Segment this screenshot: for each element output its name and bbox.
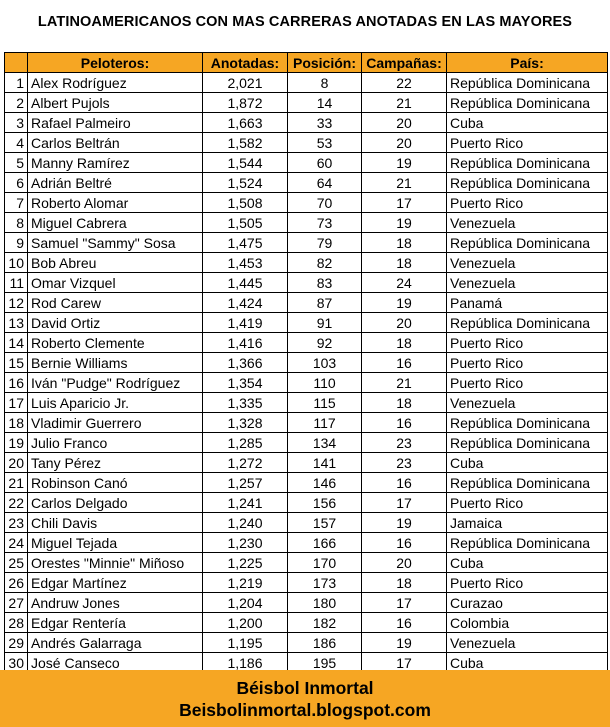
seasons-cell: 17	[362, 493, 447, 513]
table-row	[5, 493, 608, 513]
rank-cell: 25	[5, 553, 28, 573]
table-row	[5, 253, 608, 273]
page-title: LATINOAMERICANOS CON MAS CARRERAS ANOTADAS EN LAS MAYORES	[37, 14, 573, 30]
position-cell: 117	[288, 413, 362, 433]
player-cell: Carlos Delgado	[28, 493, 203, 513]
seasons-cell: 22	[362, 73, 447, 93]
country-cell: Puerto Rico	[447, 493, 608, 513]
seasons-cell: 18	[362, 573, 447, 593]
position-cell: 91	[288, 313, 362, 333]
rank-cell: 16	[5, 373, 28, 393]
country-cell: República Dominicana	[447, 153, 608, 173]
runs-cell: 1,230	[203, 533, 288, 553]
player-cell: Manny Ramírez	[28, 153, 203, 173]
table-row	[5, 593, 608, 613]
player-cell: Albert Pujols	[28, 93, 203, 113]
position-cell: 64	[288, 173, 362, 193]
table-row	[5, 433, 608, 453]
header-runs: Anotadas:	[203, 53, 288, 73]
country-cell: República Dominicana	[447, 533, 608, 553]
position-cell: 33	[288, 113, 362, 133]
rank-cell: 6	[5, 173, 28, 193]
rank-cell: 1	[5, 73, 28, 93]
rank-cell: 24	[5, 533, 28, 553]
table-row	[5, 73, 608, 93]
country-cell: Puerto Rico	[447, 193, 608, 213]
seasons-cell: 21	[362, 373, 447, 393]
table-row	[5, 413, 608, 433]
runs-cell: 1,225	[203, 553, 288, 573]
player-cell: Carlos Beltrán	[28, 133, 203, 153]
seasons-cell: 17	[362, 193, 447, 213]
rank-cell: 3	[5, 113, 28, 133]
position-cell: 60	[288, 153, 362, 173]
country-cell: Puerto Rico	[447, 373, 608, 393]
player-cell: Alex Rodríguez	[28, 73, 203, 93]
player-cell: Orestes "Minnie" Miñoso	[28, 553, 203, 573]
table-row	[5, 213, 608, 233]
rank-cell: 7	[5, 193, 28, 213]
seasons-cell: 19	[362, 513, 447, 533]
rank-cell: 19	[5, 433, 28, 453]
runs-cell: 1,186	[203, 653, 288, 673]
country-cell: Puerto Rico	[447, 573, 608, 593]
player-cell: Chili Davis	[28, 513, 203, 533]
player-cell: Samuel "Sammy" Sosa	[28, 233, 203, 253]
position-cell: 115	[288, 393, 362, 413]
table-row	[5, 273, 608, 293]
position-cell: 170	[288, 553, 362, 573]
runs-cell: 1,285	[203, 433, 288, 453]
leaders-table	[4, 52, 608, 673]
table-row	[5, 513, 608, 533]
position-cell: 79	[288, 233, 362, 253]
position-cell: 83	[288, 273, 362, 293]
rank-cell: 17	[5, 393, 28, 413]
position-cell: 146	[288, 473, 362, 493]
runs-cell: 1,195	[203, 633, 288, 653]
rank-cell: 5	[5, 153, 28, 173]
position-cell: 156	[288, 493, 362, 513]
runs-cell: 1,335	[203, 393, 288, 413]
rank-cell: 29	[5, 633, 28, 653]
runs-cell: 1,272	[203, 453, 288, 473]
runs-cell: 1,219	[203, 573, 288, 593]
table-row	[5, 393, 608, 413]
position-cell: 14	[288, 93, 362, 113]
player-cell: Bernie Williams	[28, 353, 203, 373]
runs-cell: 1,582	[203, 133, 288, 153]
seasons-cell: 16	[362, 473, 447, 493]
position-cell: 110	[288, 373, 362, 393]
header-seasons: Campañas:	[362, 53, 447, 73]
country-cell: Cuba	[447, 113, 608, 133]
rank-cell: 4	[5, 133, 28, 153]
footer-site-url: Beisbolinmortal.blogspot.com	[179, 700, 431, 720]
position-cell: 173	[288, 573, 362, 593]
table-row	[5, 573, 608, 593]
seasons-cell: 21	[362, 93, 447, 113]
runs-cell: 1,505	[203, 213, 288, 233]
country-cell: Venezuela	[447, 273, 608, 293]
rank-cell: 22	[5, 493, 28, 513]
table-row	[5, 633, 608, 653]
rank-cell: 11	[5, 273, 28, 293]
position-cell: 70	[288, 193, 362, 213]
rank-cell: 23	[5, 513, 28, 533]
country-cell: Puerto Rico	[447, 333, 608, 353]
table-row	[5, 133, 608, 153]
seasons-cell: 19	[362, 213, 447, 233]
player-cell: Iván "Pudge" Rodríguez	[28, 373, 203, 393]
country-cell: Venezuela	[447, 253, 608, 273]
runs-cell: 1,445	[203, 273, 288, 293]
seasons-cell: 19	[362, 293, 447, 313]
country-cell: Puerto Rico	[447, 353, 608, 373]
runs-cell: 1,453	[203, 253, 288, 273]
runs-cell: 1,663	[203, 113, 288, 133]
country-cell: Panamá	[447, 293, 608, 313]
seasons-cell: 24	[362, 273, 447, 293]
footer-site-name: Béisbol Inmortal	[236, 678, 374, 698]
seasons-cell: 20	[362, 313, 447, 333]
country-cell: Venezuela	[447, 393, 608, 413]
table-row	[5, 113, 608, 133]
runs-cell: 1,240	[203, 513, 288, 533]
seasons-cell: 19	[362, 153, 447, 173]
table-row	[5, 313, 608, 333]
seasons-cell: 20	[362, 553, 447, 573]
player-cell: Omar Vizquel	[28, 273, 203, 293]
seasons-cell: 18	[362, 333, 447, 353]
runs-cell: 1,200	[203, 613, 288, 633]
position-cell: 180	[288, 593, 362, 613]
country-cell: Cuba	[447, 453, 608, 473]
player-cell: Rod Carew	[28, 293, 203, 313]
seasons-cell: 17	[362, 653, 447, 673]
table-row	[5, 533, 608, 553]
table-row	[5, 173, 608, 193]
position-cell: 186	[288, 633, 362, 653]
position-cell: 92	[288, 333, 362, 353]
country-cell: Curazao	[447, 593, 608, 613]
player-cell: Miguel Cabrera	[28, 213, 203, 233]
seasons-cell: 20	[362, 113, 447, 133]
table-row	[5, 293, 608, 313]
table-row	[5, 93, 608, 113]
position-cell: 103	[288, 353, 362, 373]
player-cell: Adrián Beltré	[28, 173, 203, 193]
position-cell: 73	[288, 213, 362, 233]
runs-cell: 1,508	[203, 193, 288, 213]
country-cell: República Dominicana	[447, 413, 608, 433]
country-cell: Puerto Rico	[447, 133, 608, 153]
runs-cell: 1,241	[203, 493, 288, 513]
player-cell: Andruw Jones	[28, 593, 203, 613]
seasons-cell: 16	[362, 613, 447, 633]
player-cell: Luis Aparicio Jr.	[28, 393, 203, 413]
rank-cell: 15	[5, 353, 28, 373]
seasons-cell: 18	[362, 233, 447, 253]
position-cell: 157	[288, 513, 362, 533]
table-header-row	[5, 53, 608, 73]
position-cell: 134	[288, 433, 362, 453]
seasons-cell: 16	[362, 353, 447, 373]
seasons-cell: 18	[362, 393, 447, 413]
country-cell: República Dominicana	[447, 233, 608, 253]
seasons-cell: 21	[362, 173, 447, 193]
position-cell: 82	[288, 253, 362, 273]
rank-cell: 28	[5, 613, 28, 633]
country-cell: República Dominicana	[447, 473, 608, 493]
runs-cell: 1,366	[203, 353, 288, 373]
footer-banner	[0, 670, 610, 727]
player-cell: Rafael Palmeiro	[28, 113, 203, 133]
player-cell: Vladimir Guerrero	[28, 413, 203, 433]
seasons-cell: 16	[362, 533, 447, 553]
player-cell: Miguel Tejada	[28, 533, 203, 553]
country-cell: República Dominicana	[447, 73, 608, 93]
country-cell: Colombia	[447, 613, 608, 633]
position-cell: 141	[288, 453, 362, 473]
header-player: Peloteros:	[28, 53, 203, 73]
rank-cell: 20	[5, 453, 28, 473]
player-cell: Robinson Canó	[28, 473, 203, 493]
runs-cell: 1,544	[203, 153, 288, 173]
rank-cell: 18	[5, 413, 28, 433]
country-cell: Cuba	[447, 653, 608, 673]
runs-cell: 1,204	[203, 593, 288, 613]
rank-cell: 21	[5, 473, 28, 493]
header-rank	[5, 53, 28, 73]
rank-cell: 8	[5, 213, 28, 233]
rank-cell: 10	[5, 253, 28, 273]
table-row	[5, 153, 608, 173]
country-cell: Venezuela	[447, 633, 608, 653]
header-position: Posición:	[288, 53, 362, 73]
player-cell: Edgar Rentería	[28, 613, 203, 633]
player-cell: José Canseco	[28, 653, 203, 673]
seasons-cell: 23	[362, 453, 447, 473]
rank-cell: 13	[5, 313, 28, 333]
player-cell: Edgar Martínez	[28, 573, 203, 593]
seasons-cell: 17	[362, 593, 447, 613]
runs-cell: 1,419	[203, 313, 288, 333]
country-cell: Jamaica	[447, 513, 608, 533]
position-cell: 182	[288, 613, 362, 633]
runs-cell: 1,328	[203, 413, 288, 433]
runs-cell: 1,524	[203, 173, 288, 193]
runs-cell: 2,021	[203, 73, 288, 93]
runs-cell: 1,257	[203, 473, 288, 493]
header-country: País:	[447, 53, 608, 73]
player-cell: Roberto Alomar	[28, 193, 203, 213]
player-cell: Tany Pérez	[28, 453, 203, 473]
country-cell: República Dominicana	[447, 173, 608, 193]
table-row	[5, 333, 608, 353]
country-cell: Cuba	[447, 553, 608, 573]
seasons-cell: 16	[362, 413, 447, 433]
rank-cell: 14	[5, 333, 28, 353]
position-cell: 87	[288, 293, 362, 313]
rank-cell: 26	[5, 573, 28, 593]
player-cell: David Ortiz	[28, 313, 203, 333]
country-cell: República Dominicana	[447, 433, 608, 453]
seasons-cell: 18	[362, 253, 447, 273]
runs-cell: 1,475	[203, 233, 288, 253]
seasons-cell: 20	[362, 133, 447, 153]
table-row	[5, 453, 608, 473]
rank-cell: 2	[5, 93, 28, 113]
table-body	[5, 73, 608, 673]
rank-cell: 9	[5, 233, 28, 253]
runs-cell: 1,424	[203, 293, 288, 313]
seasons-cell: 19	[362, 633, 447, 653]
rank-cell: 30	[5, 653, 28, 673]
table-row	[5, 373, 608, 393]
table-row	[5, 553, 608, 573]
runs-cell: 1,872	[203, 93, 288, 113]
table-row	[5, 233, 608, 253]
position-cell: 53	[288, 133, 362, 153]
player-cell: Bob Abreu	[28, 253, 203, 273]
runs-cell: 1,354	[203, 373, 288, 393]
position-cell: 195	[288, 653, 362, 673]
country-cell: República Dominicana	[447, 313, 608, 333]
player-cell: Andrés Galarraga	[28, 633, 203, 653]
table-row	[5, 353, 608, 373]
table-row	[5, 473, 608, 493]
position-cell: 8	[288, 73, 362, 93]
player-cell: Roberto Clemente	[28, 333, 203, 353]
rank-cell: 12	[5, 293, 28, 313]
table-row	[5, 193, 608, 213]
table-row	[5, 613, 608, 633]
runs-cell: 1,416	[203, 333, 288, 353]
player-cell: Julio Franco	[28, 433, 203, 453]
seasons-cell: 23	[362, 433, 447, 453]
country-cell: Venezuela	[447, 213, 608, 233]
rank-cell: 27	[5, 593, 28, 613]
country-cell: República Dominicana	[447, 93, 608, 113]
position-cell: 166	[288, 533, 362, 553]
